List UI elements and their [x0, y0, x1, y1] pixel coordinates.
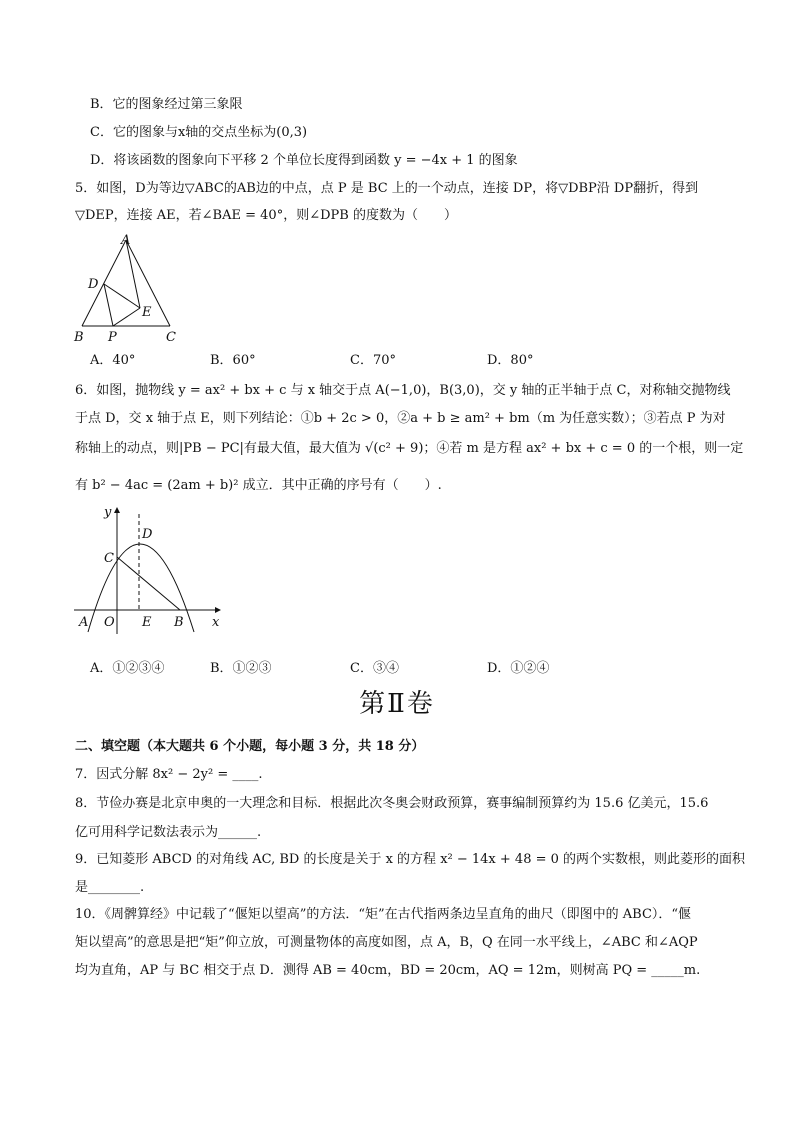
q4-option-d: D．将该函数的图象向下平移 2 个单位长度得到函数 y = −4x + 1 的图象 [90, 153, 518, 168]
q6-stem-line1: 6．如图，抛物线 y = ax² + bx + c 与 x 轴交于点 A(−1,0)，B(3,0)，交 y 轴的正半轴于点 C，对称轴交抛物线 [75, 383, 731, 398]
q5-segment-ae [126, 240, 140, 308]
q6-label-x: x [212, 615, 220, 630]
q5-label-a: A [121, 233, 131, 248]
q6-label-a: A [79, 615, 89, 630]
q10-stem-line2: 矩以望高”的意思是把“矩”仰立放，可测量物体的高度如图，点 A，B，Q 在同一水平线上，∠ABC 和∠AQP [75, 935, 698, 950]
q5-option-a: A．40° [90, 353, 136, 368]
q5-option-b: B．60° [210, 353, 256, 368]
q6-option-a: A．①②③④ [90, 661, 165, 676]
q10-stem-line1: 10．《周髀算经》中记载了“偃矩以望高”的方法．“矩”在古代指两条边呈直角的曲尺（即图中的 ABC）．“偃 [75, 907, 692, 922]
q6-segment-cb [117, 557, 180, 610]
q6-option-b: B．①②③ [210, 661, 272, 676]
section-subtitle: 二、填空题（本大题共 6 个小题，每小题 3 分，共 18 分） [75, 739, 425, 754]
q6-label-o: O [104, 615, 115, 630]
q6-label-c: C [104, 551, 114, 566]
q4-option-c: C．它的图象与x轴的交点坐标为(0,3) [90, 125, 308, 140]
q6-stem-line4: 有 b² − 4ac = (2am + b)² 成立．其中正确的序号有（ ）. [75, 478, 442, 493]
q6-stem-line2: 于点 D，交 x 轴于点 E，则下列结论：①b + 2c > 0，②a + b ≥ am² + bm（m 为任意实数）；③若点 P 为对 [75, 411, 726, 426]
section-title: 第Ⅱ卷 [359, 689, 435, 719]
q6-parabola-figure [70, 502, 230, 636]
q5-option-c: C．70° [350, 353, 396, 368]
q5-label-d: D [88, 277, 99, 292]
q6-label-b: B [174, 615, 184, 630]
q6-option-c: C．③④ [350, 661, 399, 676]
q5-label-p: P [108, 330, 117, 344]
q4-option-b: B．它的图象经过第三象限 [90, 97, 243, 112]
q5-stem-line2: ▽DEP，连接 AE，若∠BAE = 40°，则∠DPB 的度数为（ ） [75, 208, 457, 223]
q9-stem-line1: 9．已知菱形 ABCD 的对角线 AC, BD 的长度是关于 x 的方程 x² − 14x + 48 = 0 的两个实数根，则此菱形的面积 [75, 852, 746, 867]
q5-triangle-figure [70, 232, 190, 344]
q5-segment-dp [104, 284, 113, 326]
q6-option-d: D．①②④ [487, 661, 550, 676]
q6-label-e: E [142, 615, 152, 630]
q10-stem-line3: 均为直角，AP 与 BC 相交于点 D．测得 AB = 40cm，BD = 20cm，AQ = 12m，则树高 PQ = _____m. [75, 963, 701, 978]
q5-label-c: C [166, 330, 176, 344]
q5-label-e: E [142, 305, 152, 320]
q6-stem-line3: 称轴上的动点，则|PB − PC|有最大值，最大值为 √(c² + 9)；④若 m 是方程 ax² + bx + c = 0 的一个根，则一定 [75, 441, 744, 456]
q6-label-d: D [142, 527, 153, 542]
q8-stem-line2: 亿可用科学记数法表示为______. [75, 825, 262, 840]
q5-segment-pe [113, 308, 140, 326]
q9-stem-line2: 是________. [75, 880, 145, 895]
q5-label-b: B [74, 330, 84, 344]
q8-stem-line1: 8．节俭办赛是北京申奥的一大理念和目标．根据此次冬奥会财政预算，赛事编制预算约为 15.6 亿美元，15.6 [75, 796, 709, 811]
q5-segment-de [104, 284, 140, 308]
q7-stem: 7．因式分解 8x² − 2y² = ____. [75, 767, 263, 782]
q6-label-y: y [104, 505, 112, 520]
q5-option-d: D．80° [487, 353, 534, 368]
q5-stem-line1: 5．如图，D为等边▽ABC的AB边的中点，点 P 是 BC 上的一个动点，连接 DP，将▽DBP沿 DP翻折，得到 [75, 181, 699, 196]
